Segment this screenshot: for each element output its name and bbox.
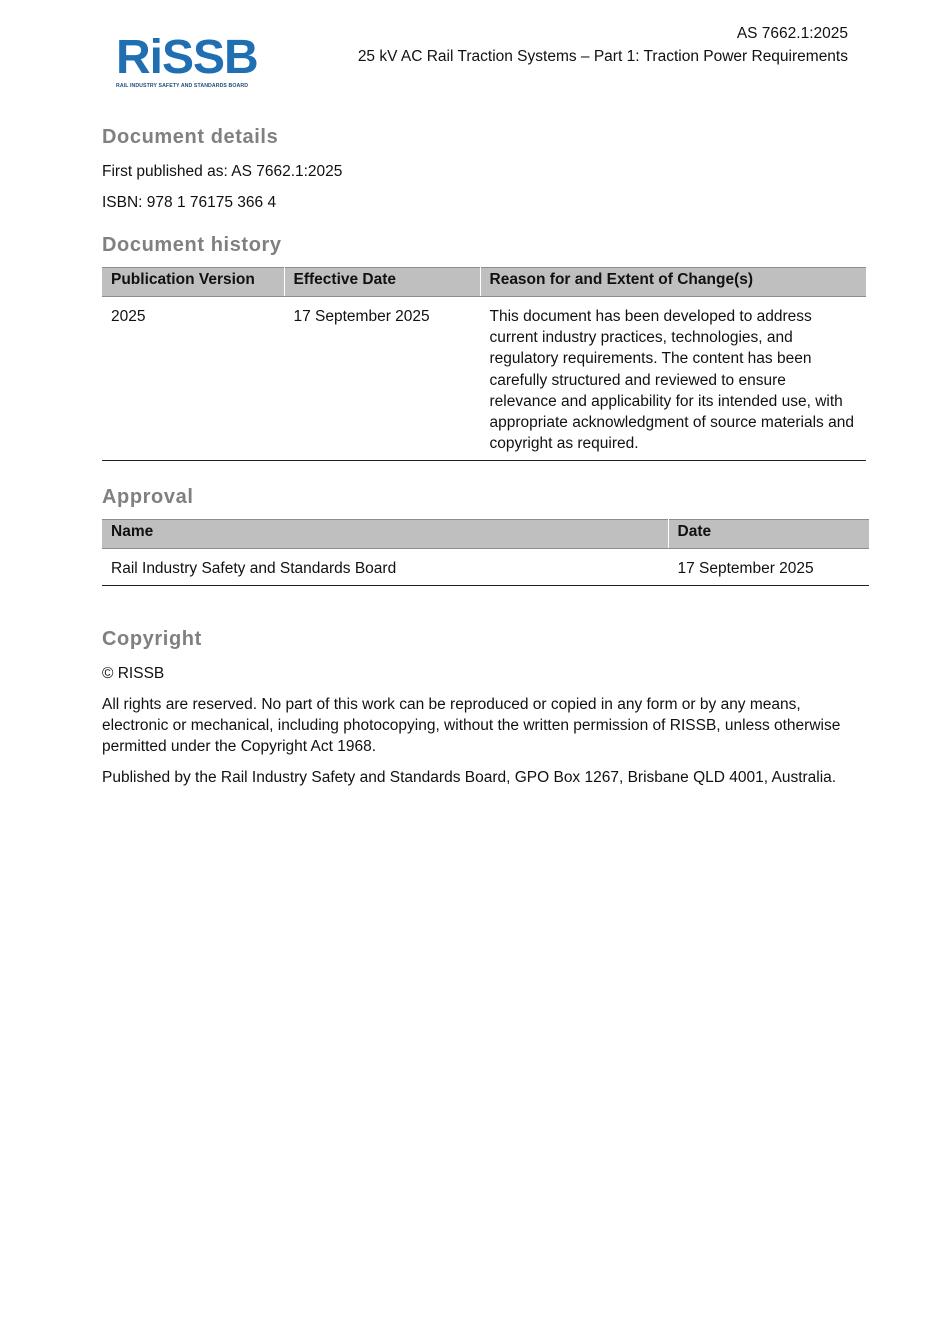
table-header-row: [102, 268, 866, 297]
column-header: Publication Version: [102, 268, 284, 297]
table-row: [102, 549, 869, 586]
column-header: Name: [102, 520, 668, 549]
approver-name-cell: Rail Industry Safety and Standards Board: [102, 549, 668, 586]
approval-section: [102, 486, 869, 586]
table-row: [102, 297, 866, 461]
page-header: [358, 22, 848, 68]
approval-date-cell: 17 September 2025: [668, 549, 869, 586]
document-title: 25 kV AC Rail Traction Systems – Part 1: Traction Power Requirements: [357, 48, 848, 65]
approval-heading: Approval: [102, 486, 194, 508]
logo-tagline: RAIL INDUSTRY SAFETY AND STANDARDS BOARD: [116, 83, 249, 89]
isbn-text: ISBN: 978 1 76175 366 4: [102, 194, 277, 211]
document-details-heading: Document details: [102, 126, 279, 148]
logo-wordmark: RiSSB: [116, 31, 258, 84]
copyright-heading: Copyright: [102, 628, 202, 650]
column-header: Date: [668, 520, 869, 549]
copyright-symbol-line: © RISSB: [102, 665, 165, 682]
first-published-text: First published as: AS 7662.1:2025: [102, 163, 343, 180]
document-details-section: [102, 126, 870, 213]
table-header-row: [102, 520, 869, 549]
approval-table: [102, 519, 869, 586]
change-reason-cell: This document has been developed to address current industry practices, technologies, and regulatory requirements. The content has been carefully structured and reviewed to ensure relevance and applicability for its intended use, with appropriate acknowledgment of source materials and copyright as required.: [480, 297, 866, 461]
document-history-heading: Document history: [102, 234, 282, 256]
column-header: Reason for and Extent of Change(s): [480, 268, 866, 297]
effective-date-cell: 17 September 2025: [284, 297, 480, 461]
rights-paragraph: All rights are reserved. No part of this work can be reproduced or copied in any form or by any means, electronic or mechanical, including photocopying, without the written permission of RISSB, unless otherwise permitted under the Copyright Act 1968.: [102, 696, 841, 755]
copyright-section: [102, 628, 862, 788]
rissb-logo: [116, 31, 262, 90]
publisher-paragraph: Published by the Rail Industry Safety and Standards Board, GPO Box 1267, Brisbane QLD 4001, Australia.: [102, 769, 837, 786]
version-cell: 2025: [102, 297, 284, 461]
document-history-table: [102, 267, 866, 461]
document-id: AS 7662.1:2025: [736, 25, 848, 42]
document-history-section: [102, 234, 866, 461]
column-header: Effective Date: [284, 268, 480, 297]
